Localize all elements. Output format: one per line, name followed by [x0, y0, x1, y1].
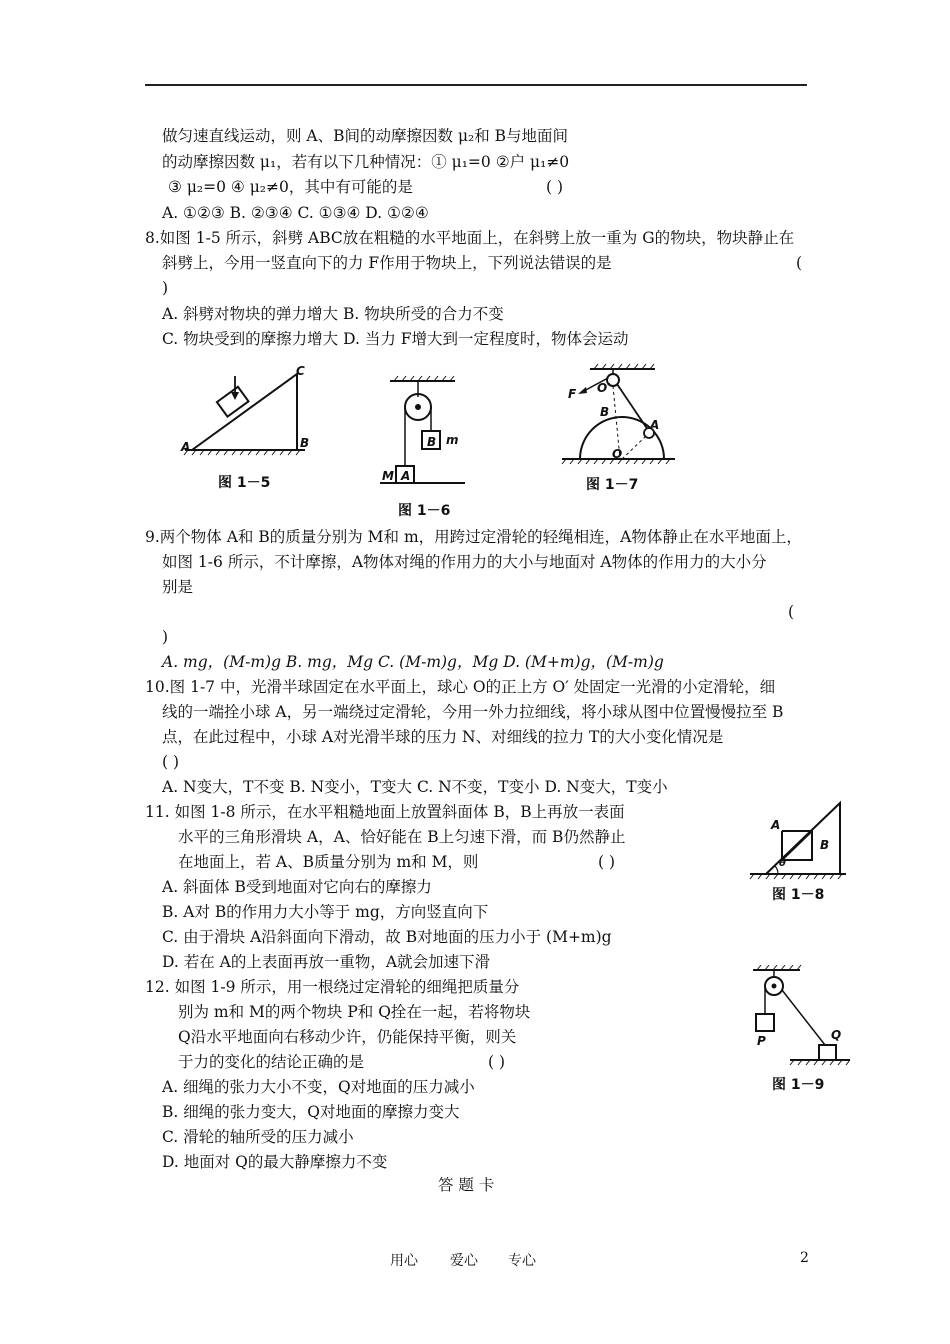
q12-option-c: C. 滑轮的轴所受的压力减小 [162, 1128, 354, 1146]
fig17-label-o: O [612, 447, 623, 461]
fig16-label-m: m [446, 433, 459, 447]
footer-mid: 爱心 [450, 1253, 478, 1269]
fig18-label-theta: θ [779, 858, 786, 869]
fig15-caption: 图 1－5 [218, 475, 271, 491]
q11-line-1: 11. 如图 1-8 所示，在水平粗糙地面上放置斜面体 B，B上再放一表面 [145, 803, 625, 821]
fig17-caption: 图 1－7 [586, 477, 639, 493]
q8-line-2: 斜劈上，今用一竖直向下的力 F作用于物块上，下列说法错误的是 [162, 254, 612, 272]
fig15-label-a: A [181, 440, 191, 454]
q8-options-ab: A. 斜劈对物块的弹力增大 B. 物块所受的合力不变 [162, 305, 504, 323]
fig19-label-p: P [757, 1034, 766, 1048]
q10-line-2: 线的一端拴小球 A，另一端绕过定滑轮，今用一外力拉细线，将小球从图中位置慢慢拉至 B [162, 703, 784, 721]
q12-option-b: B. 细绳的张力变大，Q对地面的摩擦力变大 [162, 1103, 460, 1121]
q12-option-a: A. 细绳的张力大小不变，Q对地面的压力减小 [162, 1078, 475, 1096]
q9-line-2: 如图 1-6 所示，不计摩擦，A物体对绳的作用力的大小与地面对 A物体的作用力的大小分 [162, 553, 767, 571]
q12-bracket: ( ) [488, 1053, 506, 1071]
q12-line-3: Q沿水平地面向右移动少许，仍能保持平衡，则关 [178, 1028, 517, 1046]
footer-left: 用心 [390, 1253, 418, 1269]
q11-option-a: A. 斜面体 B受到地面对它向右的摩擦力 [162, 878, 432, 896]
q11-bracket: ( ) [598, 853, 616, 871]
q10-line-3: 点，在此过程中，小球 A对光滑半球的压力 N、对细线的拉力 T的大小变化情况是 [162, 728, 724, 746]
q8-bracket-close: ) [162, 279, 169, 297]
q9-options: A. mg，(M-m)g B. mg，Mg C. (M-m)g，Mg D. (M+m)g，(M-m)g [162, 653, 664, 671]
q11-line-3: 在地面上，若 A、B质量分别为 m和 M，则 [178, 853, 479, 871]
fig18-label-a: A [771, 818, 781, 832]
q12-option-d: D. 地面对 Q的最大静摩擦力不变 [162, 1153, 388, 1171]
q10-line-1: 10.图 1-7 中，光滑半球固定在水平面上，球心 O的正上方 O′ 处固定一光滑的小定滑轮，细 [145, 678, 776, 696]
q12-line-2: 别为 m和 M的两个物块 P和 Q拴在一起，若将物块 [178, 1003, 531, 1021]
fig15-label-c: C [296, 364, 305, 378]
q8-line-1: 8.如图 1-5 所示，斜劈 ABC放在粗糙的水平地面上，在斜劈上放一重为 G的物块，物块静止在 [145, 229, 795, 247]
figure-1-8 [748, 798, 848, 880]
fig18-caption: 图 1－8 [772, 887, 825, 903]
q9-line-3: 别是 [162, 578, 194, 596]
fig17-label-b: B [600, 405, 610, 419]
q7-line-1: 做匀速直线运动，则 A、B间的动摩擦因数 μ₂和 B与地面间 [162, 127, 569, 145]
fig16-label-big-m: M [382, 469, 394, 483]
fig17-label-o-prime: O′ [597, 381, 611, 395]
fig18-label-b: B [820, 838, 830, 852]
q7-bracket: ( ) [546, 178, 564, 196]
page-number: 2 [800, 1250, 809, 1266]
footer-right: 专心 [508, 1253, 536, 1269]
answer-card-heading: 答 题 卡 [438, 1176, 495, 1194]
q9-bracket-close: ) [162, 628, 169, 646]
q7-options: A. ①②③ B. ②③④ C. ①③④ D. ①②④ [162, 204, 429, 222]
fig19-caption: 图 1－9 [772, 1077, 825, 1093]
fig16-caption: 图 1－6 [398, 503, 451, 519]
q11-option-c: C. 由于滑块 A沿斜面向下滑动，故 B对地面的压力小于 (M+m)g [162, 928, 612, 946]
q7-line-2: 的动摩擦因数 μ₁，若有以下几种情况：① μ₁=0 ②户 μ₁≠0 [162, 153, 570, 171]
q11-option-d: D. 若在 A的上表面再放一重物，A就会加速下滑 [162, 953, 491, 971]
q8-options-cd: C. 物块受到的摩擦力增大 D. 当力 F增大到一定程度时，物体会运动 [162, 330, 629, 348]
fig19-label-q: Q [831, 1028, 842, 1042]
q10-bracket: ( ) [162, 753, 180, 771]
q8-bracket-open: ( [796, 254, 803, 272]
q7-line-3: ③ μ₂=0 ④ μ₂≠0，其中有可能的是 [168, 178, 413, 196]
q10-options: A. N变大，T不变 B. N变小，T变大 C. N不变，T变小 D. N变大，T变小 [162, 778, 668, 796]
q9-bracket-open: ( [788, 603, 795, 621]
header-rule [145, 84, 807, 86]
q12-line-4: 于力的变化的结论正确的是 [178, 1053, 365, 1071]
q11-option-b: B. A对 B的作用力大小等于 mg，方向竖直向下 [162, 903, 489, 921]
fig16-label-b: B [427, 435, 437, 449]
q9-line-1: 9.两个物体 A和 B的质量分别为 M和 m，用跨过定滑轮的轻绳相连，A物体静止在水平地面上， [145, 528, 802, 546]
q12-line-1: 12. 如图 1-9 所示，用一根绕过定滑轮的细绳把质量分 [145, 978, 520, 996]
fig17-label-f: F [568, 387, 577, 401]
fig17-label-a: A [650, 418, 660, 432]
fig15-label-b: B [300, 436, 310, 450]
fig16-label-a: A [401, 469, 411, 483]
q11-line-2: 水平的三角形滑块 A，A、恰好能在 B上匀速下滑，而 B仍然静止 [178, 828, 626, 846]
figure-1-9 [745, 964, 855, 1068]
